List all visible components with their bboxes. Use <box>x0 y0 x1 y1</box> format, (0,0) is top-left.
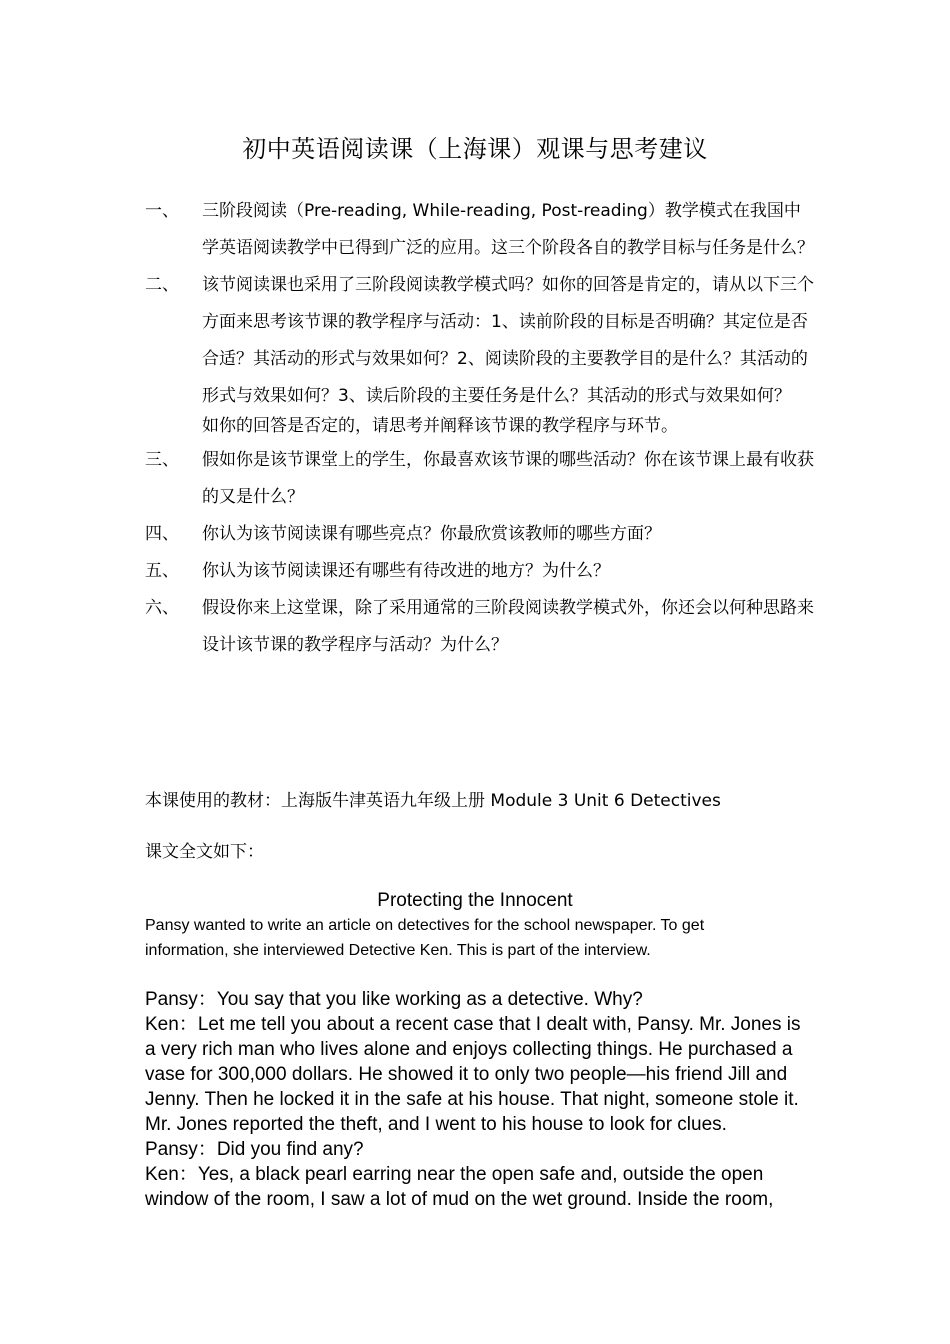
speaker-name: Ken： <box>145 1164 198 1185</box>
dialogue-text: Did you find any? <box>216 1139 364 1160</box>
dialogue-text: You say that you like working as a detective. Why? <box>216 989 643 1010</box>
question-list <box>145 193 815 664</box>
question-number: 二、 <box>145 275 179 295</box>
question-item-1 <box>145 193 815 267</box>
dialogue-text: Yes, a black pearl earring near the open safe and, outside the open window of the room, I saw a lot of mud on the wet ground. Inside the room, <box>145 1164 774 1210</box>
text-intro: Pansy wanted to write an article on detectives for the school newspaper. To get information, she interviewed Detective Ken. This is part of the interview. <box>145 917 705 959</box>
question-text: 假设你来上这堂课，除了采用通常的三阶段阅读教学模式外，你还会以何种思路来设计该节课的教学程序与活动？为什么？ <box>202 598 814 655</box>
question-text: 三阶段阅读（Pre-reading, While-reading, Post-reading）教学模式在我国中学英语阅读教学中已得到广泛的应用。这三个阶段各自的教学目标与任务是什么？ <box>202 201 814 258</box>
question-text: 该节阅读课也采用了三阶段阅读教学模式吗？如你的回答是肯定的，请从以下三个方面来思考该节课的教学程序与活动：1、读前阶段的目标是否明确？其定位是否合适？其活动的形式与效果如何？2、阅读阶段的主要教学目的是什么？其活动的形式与效果如何？3、读后阶段的主要任务是什么？其活动的形式与效果如何？ <box>202 275 814 406</box>
question-number: 三、 <box>145 450 179 470</box>
question-text: 假如你是该节课堂上的学生，你最喜欢该节课的哪些活动？你在该节课上最有收获的又是什么？ <box>202 450 814 507</box>
dialogue <box>145 987 813 1212</box>
fulltext-label: 课文全文如下： <box>145 842 264 862</box>
question-number: 五、 <box>145 561 179 581</box>
question-item-6 <box>145 590 815 664</box>
page-title: 初中英语阅读课（上海课）观课与思考建议 <box>242 135 708 163</box>
speaker-name: Pansy： <box>145 989 217 1010</box>
question-item-5 <box>145 553 815 590</box>
question-number: 一、 <box>145 201 179 221</box>
speaker-name: Ken： <box>145 1014 198 1035</box>
question-note: 如你的回答是否定的，请思考并阐释该节课的教学程序与环节。 <box>202 416 678 436</box>
dialogue-text: Let me tell you about a recent case that I dealt with, Pansy. Mr. Jones is a very rich man who lives alone and enjoys collecting things. He purchased a vase for 300,000 dollars. He showed it to only two people—his friend Jill and Jenny. Then he locked it in the safe at his house. That night, someone stole it. Mr. Jones reported the theft, and I went to his house to look for clues. <box>145 1014 801 1135</box>
question-item-3 <box>145 442 815 516</box>
question-text: 你认为该节阅读课有哪些亮点？你最欣赏该教师的哪些方面？ <box>202 524 661 544</box>
speaker-name: Pansy： <box>145 1139 217 1160</box>
question-item-4 <box>145 516 815 553</box>
dialogue-line <box>145 1012 813 1137</box>
question-number: 四、 <box>145 524 179 544</box>
textbook-info: 本课使用的教材：上海版牛津英语九年级上册 Module 3 Unit 6 Detectives <box>145 791 721 811</box>
dialogue-line <box>145 987 813 1012</box>
text-title: Protecting the Innocent <box>377 890 573 911</box>
question-number: 六、 <box>145 598 179 618</box>
dialogue-line <box>145 1162 813 1212</box>
question-item-2 <box>145 267 815 442</box>
question-text: 你认为该节阅读课还有哪些有待改进的地方？为什么？ <box>202 561 610 581</box>
dialogue-line <box>145 1137 813 1162</box>
